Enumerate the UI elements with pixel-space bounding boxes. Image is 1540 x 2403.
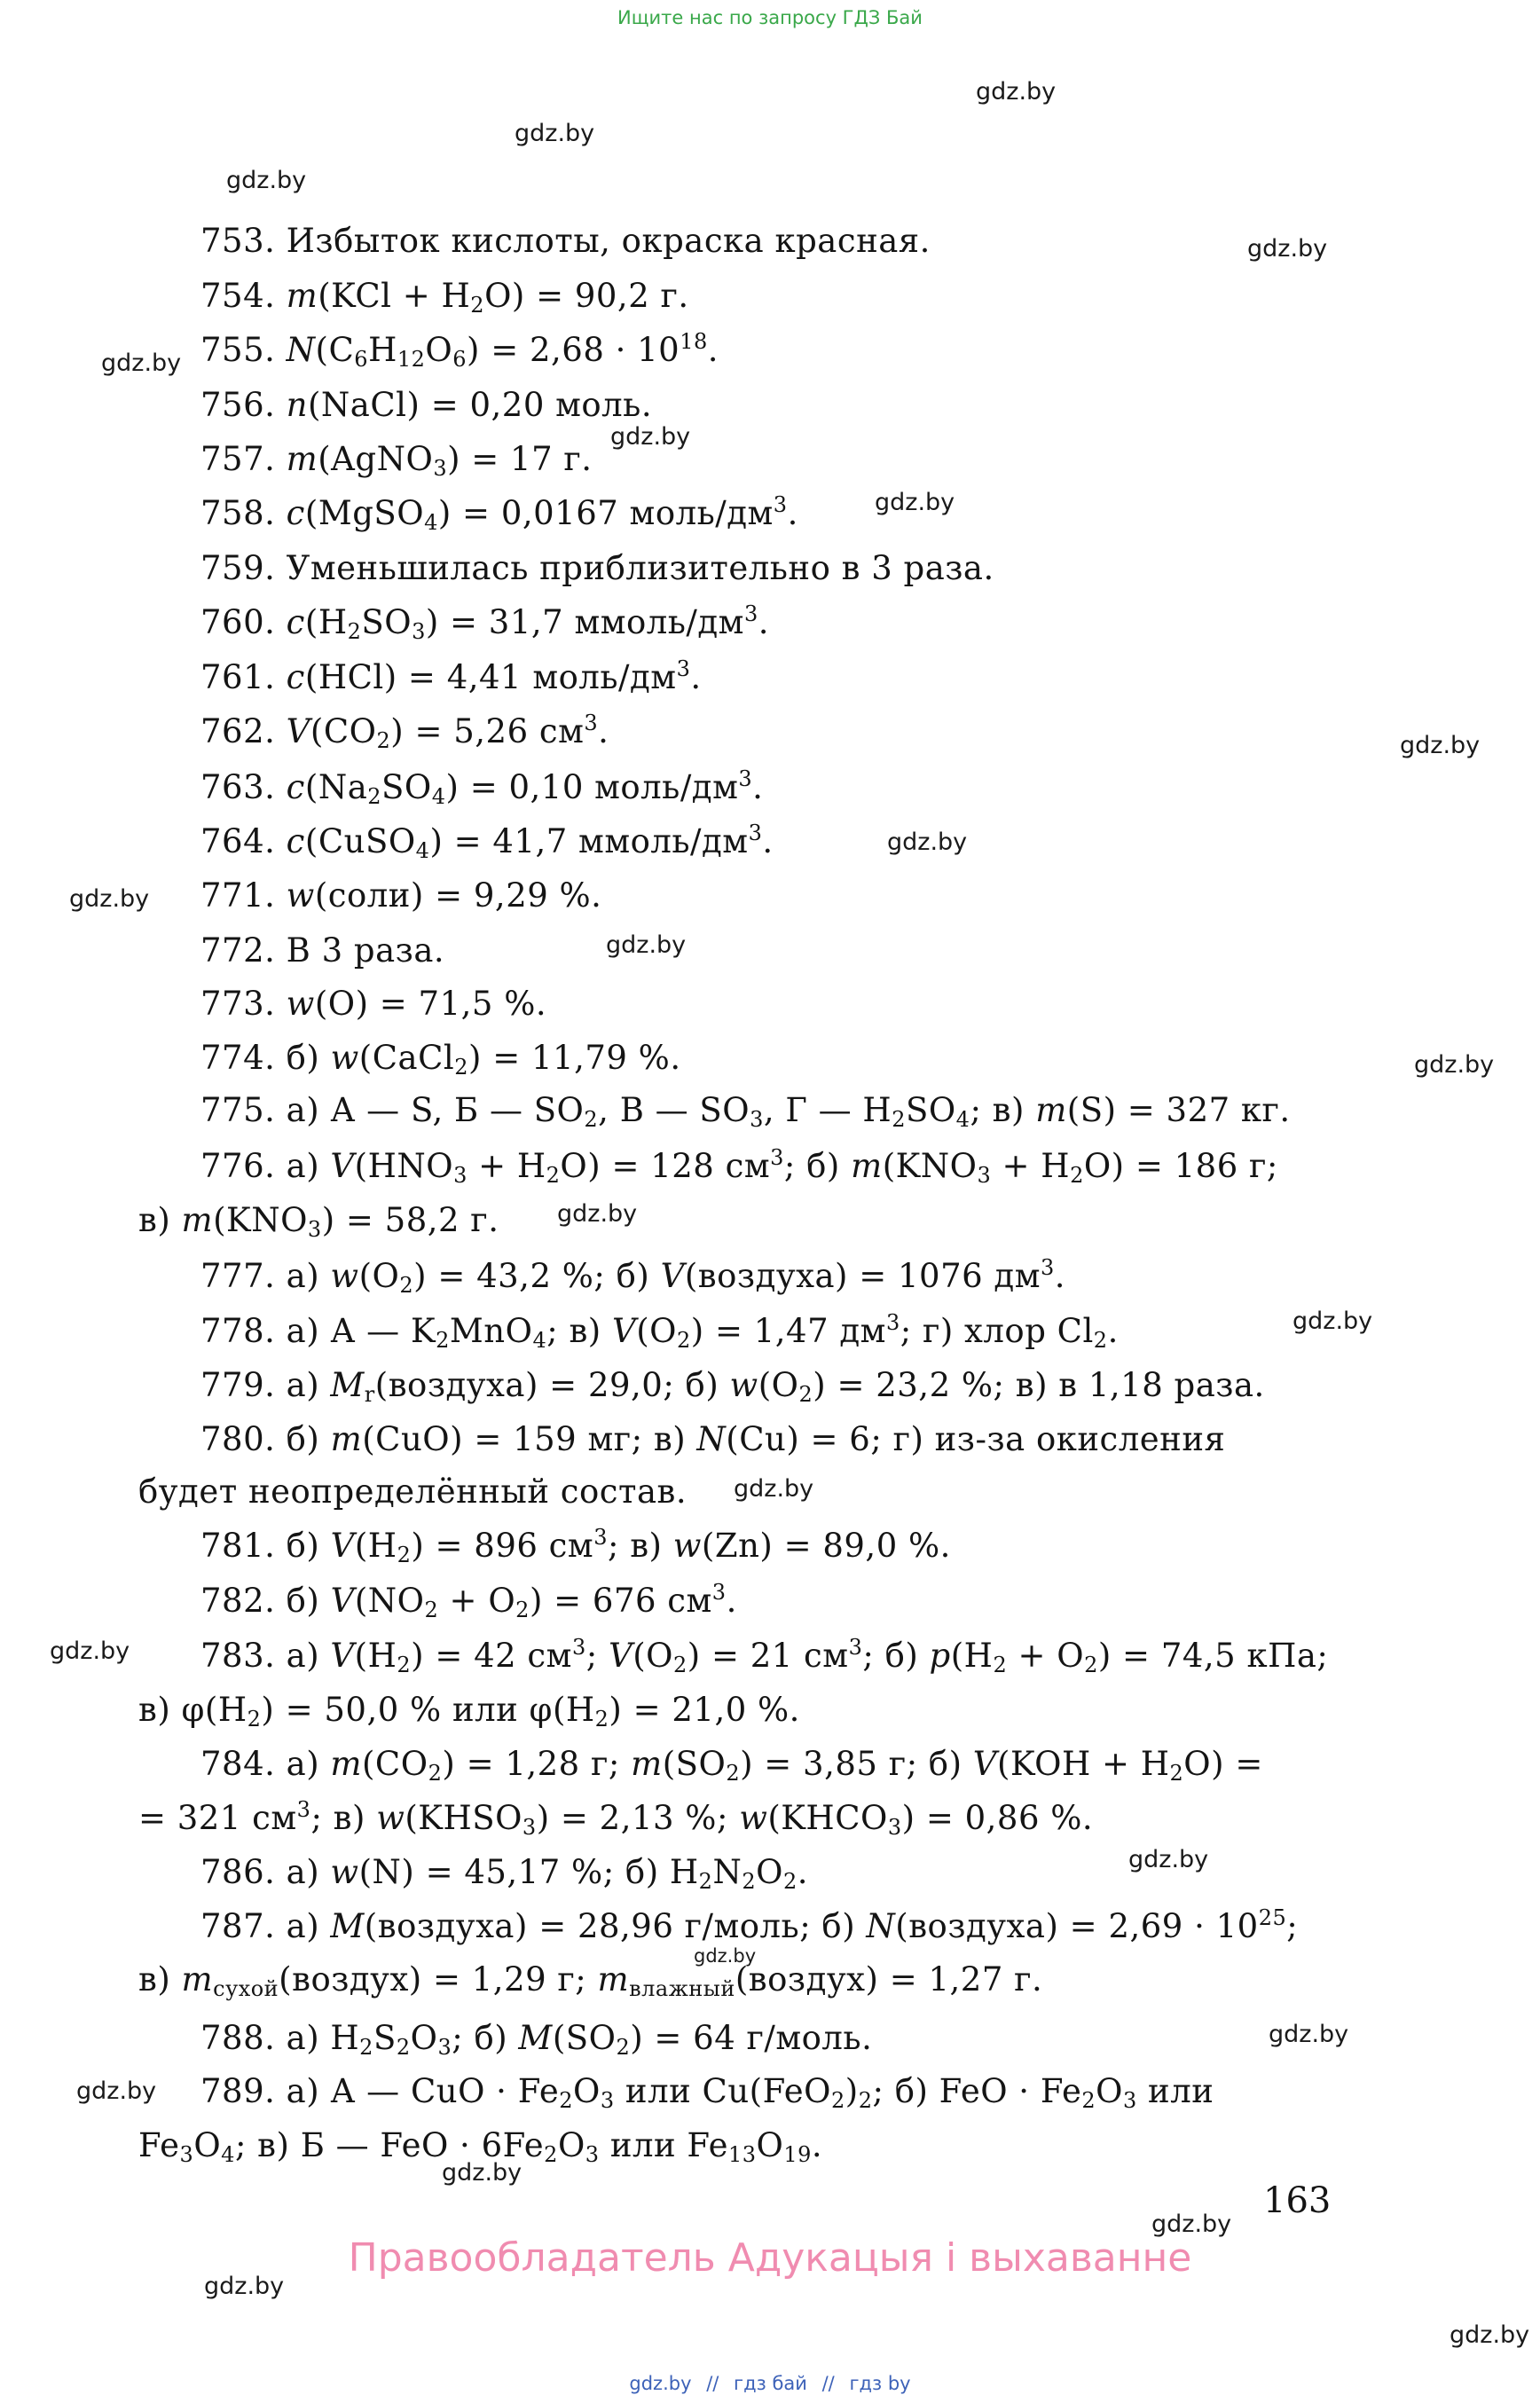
answer-776-cont: в) $m(KNO_3) = 58,2$ г. — [138, 1201, 499, 1242]
watermark: gdz.by — [610, 423, 691, 451]
watermark: gdz.by — [1269, 2021, 1349, 2048]
watermark: gdz.by — [1151, 2211, 1232, 2238]
answer-762: 762. $V(CO_2) = 5,26$ $см^3$. — [200, 711, 609, 753]
answer-753: 753. Избыток кислоты, окраска красная. — [200, 222, 931, 260]
watermark: gdz.by — [442, 2159, 522, 2187]
answer-784-cont: = 321 $см^3$; в) $w(KHSO_3) = 2,13$ %; $w(KHCO_3) = 0,86$ %. — [138, 1797, 1094, 1840]
watermark: gdz.by — [1450, 2321, 1530, 2349]
watermark: gdz.by — [204, 2273, 285, 2300]
watermark: gdz.by — [875, 489, 955, 516]
answer-783: 783. а) $V(H_2) = 42$ $см^3$; $V(O_2) = 21$ $см^3$; б) $p(H_2 + O_2) = 74,5$ кПа; — [200, 1635, 1329, 1677]
answer-773: 773. w(O) = 71,5 %. — [200, 985, 547, 1023]
footer-links — [0, 2373, 1540, 2394]
answer-763: 763. $c(Na_2SO_4) = 0,10$ моль/$дм^3$. — [200, 766, 764, 809]
answer-781: 781. б) $V(H_2) = 896$ $см^3$; в) w(Zn) = 89,0 %. — [200, 1525, 951, 1567]
answer-776: 776. а) $V(HNO_3 + H_2O) = 128$ $см^3$; б) $m(KNO_3 + H_2O) = 186$ г; — [200, 1145, 1278, 1188]
answer-755: 755. $N(C_6H_{12}O_6) = 2,68 \cdot 10^{18}$. — [200, 329, 719, 372]
answer-787: 787. а) M(воздуха) = 28,96 г/моль; б) N(воздуха) = $2,69 \cdot 10^{25}$; — [200, 1905, 1299, 1945]
watermark: gdz.by — [1247, 235, 1328, 263]
watermark: gdz.by — [694, 1945, 757, 1967]
watermark: gdz.by — [1128, 1846, 1209, 1873]
search-banner: Ищите нас по запросу ГДЗ Бай — [617, 7, 923, 28]
answer-786: 786. а) w(N) = 45,17 %; б) $H_2N_2O_2$. — [200, 1853, 808, 1894]
answer-774: 774. б) w(CaCl$_2$) = 11,79 %. — [200, 1039, 681, 1080]
answer-782: 782. б) $V(NO_2 + O_2) = 676$ $см^3$. — [200, 1580, 737, 1622]
answer-771: 771. w(соли) = 9,29 %. — [200, 876, 602, 915]
answer-760: 760. $c(H_2SO_3) = 31,7$ ммоль/$дм^3$. — [200, 601, 770, 644]
answer-778: 778. а) А — $K_2MnO_4$; в) $V(O_2) = 1,47$ $дм^3$; г) хлор $Cl_2$. — [200, 1310, 1119, 1353]
footer-separator: // — [706, 2373, 719, 2394]
answer-787-cont: в) $m_{сухой}(воздух) = 1,29$ г; $m_{влажный}(воздух) = 1,27$ г. — [138, 1960, 1043, 2001]
answer-780: 780. б) m(CuO) = 159 мг; в) N(Cu) = 6; г) из-за окисления — [200, 1420, 1226, 1458]
page-number: 163 — [1263, 2180, 1332, 2221]
answer-783-cont: в) $\varphi(H_2) = 50,0$ % или $\varphi(H_2) = 21,0$ %. — [138, 1691, 800, 1732]
answer-775: 775. а) А — S, Б — $SO_2$, В — $SO_3$, Г — $H_2SO_4$; в) m(S) = 327 кг. — [200, 1091, 1291, 1132]
footer-separator: // — [821, 2373, 835, 2394]
answer-761: 761. c(HCl) = 4,41 моль/$дм^3$. — [200, 656, 702, 696]
watermark: gdz.by — [76, 2077, 157, 2105]
answer-759: 759. Уменьшилась приблизительно в 3 раза. — [200, 549, 994, 587]
watermark: gdz.by — [557, 1200, 638, 1228]
answer-758: 758. c(MgSO$_4$) = 0,0167 моль/$дм^3$. — [200, 492, 798, 535]
copyright-notice: Правообладатель Адукацыя і выхаванне — [348, 2235, 1192, 2281]
footer-link-gdz-bai[interactable]: гдз бай — [734, 2373, 807, 2394]
answer-789: 789. а) А — CuO · $Fe_2O_3$ или $Cu(FeO_2)_2$; б) FeO · $Fe_2O_3$ или — [200, 2072, 1214, 2113]
watermark: gdz.by — [69, 885, 150, 913]
answer-789-cont: $Fe_3O_4$; в) Б — FeO · $6Fe_2O_3$ или $Fe_{13}O_{19}$. — [138, 2126, 823, 2167]
answer-777: 777. а) $w(O_2) = 43,2$ %; б) V(воздуха) = 1076 $дм^3$. — [200, 1255, 1066, 1298]
answer-757: 757. m(AgNO$_3$) = 17 г. — [200, 440, 593, 481]
answer-784: 784. а) $m(CO_2) = 1,28$ г; $m(SO_2) = 3,85$ г; б) $V(KOH + H_2O)$ = — [200, 1745, 1263, 1786]
answer-772: 772. В 3 раза. — [200, 931, 445, 970]
watermark: gdz.by — [606, 931, 687, 959]
watermark: gdz.by — [515, 120, 595, 147]
watermark: gdz.by — [101, 349, 182, 377]
watermark: gdz.by — [1414, 1051, 1495, 1079]
watermark: gdz.by — [50, 1637, 130, 1665]
answer-780-cont: будет неопределённый состав. — [138, 1472, 688, 1511]
watermark: gdz.by — [1400, 732, 1481, 759]
answer-756: 756. n(NaCl) = 0,20 моль. — [200, 386, 653, 424]
answer-788: 788. а) $H_2S_2O_3$; б) $M(SO_2) = 64$ г/моль. — [200, 2019, 873, 2060]
answer-754: 754. $m(KCl + H_2O) = 90,2$ г. — [200, 277, 689, 318]
watermark: gdz.by — [887, 828, 968, 856]
watermark: gdz.by — [976, 78, 1057, 106]
watermark: gdz.by — [734, 1475, 814, 1503]
answer-779: 779. а) $M_r(воздуха) = 29,0$; б) $w(O_2) = 23,2$ %; в) в 1,18 раза. — [200, 1366, 1265, 1407]
footer-link-gdz-by[interactable]: gdz.by — [629, 2373, 692, 2394]
watermark: gdz.by — [1292, 1308, 1373, 1335]
watermark: gdz.by — [226, 167, 307, 194]
answer-764: 764. c(CuSO$_4$) = 41,7 ммоль/$дм^3$. — [200, 821, 774, 863]
footer-link-gdz-by-cyr[interactable]: гдз by — [849, 2373, 911, 2394]
